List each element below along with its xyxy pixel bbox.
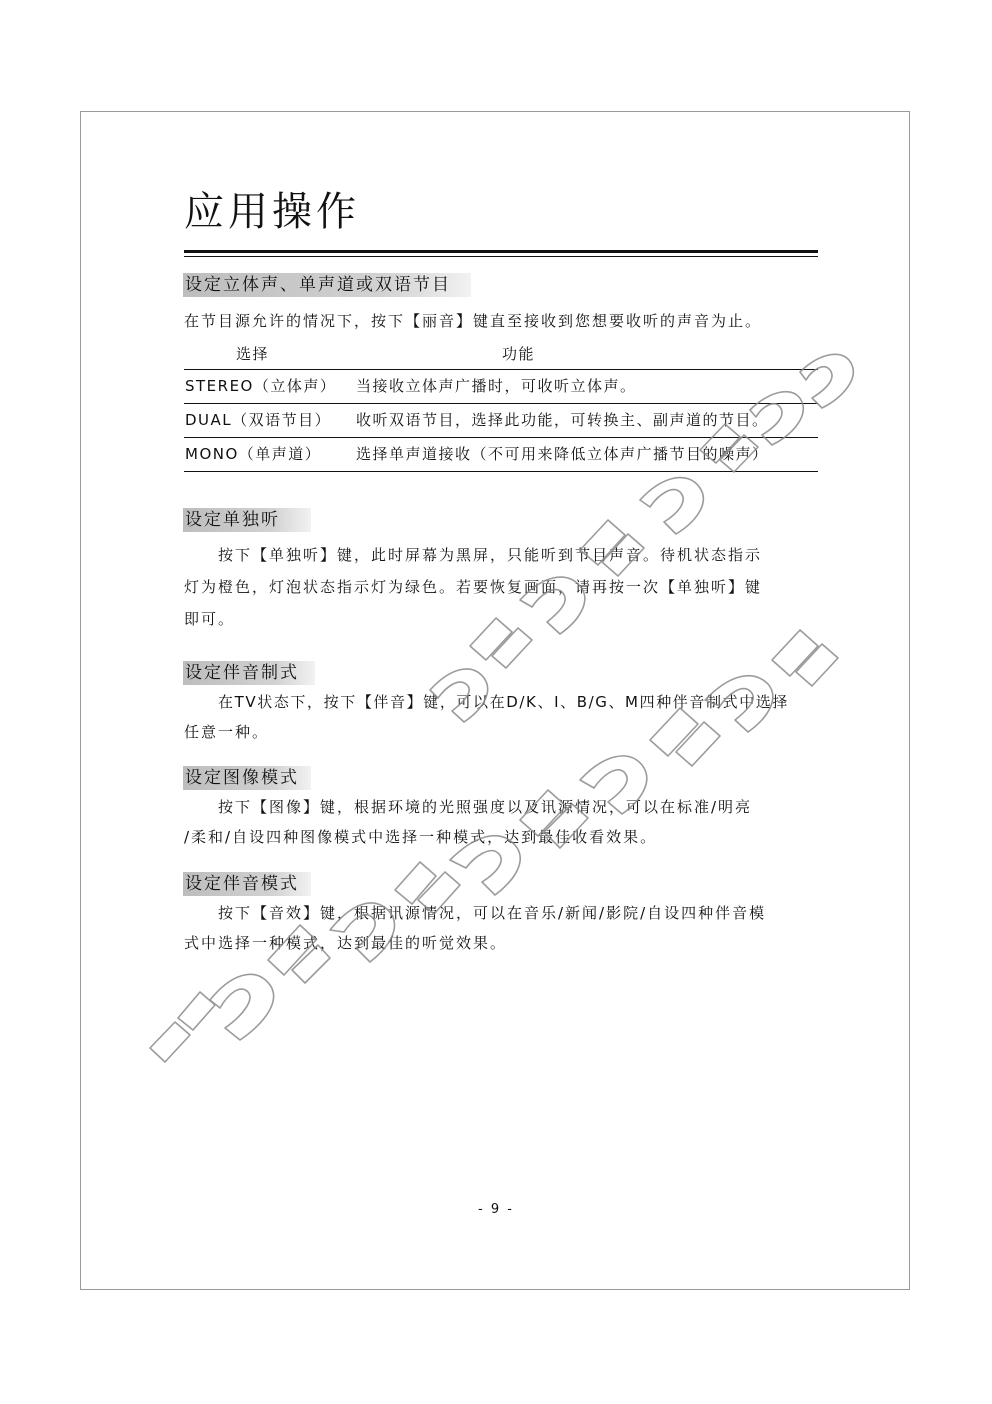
section-heading-picture-mode: 设定图像模式 [183,766,311,790]
section-picture-mode-body [184,792,824,852]
paragraph-line: 任意一种。 [184,723,270,741]
paragraph-line: 灯为橙色，灯泡状态指示灯为绿色。若要恢复画面，请再按一次【单独听】键 [184,578,763,596]
table-cell-option: STEREO（立体声） [185,377,337,395]
page-number: - 9 - [478,1202,514,1217]
section-stereo-intro: 在节目源允许的情况下，按下【丽音】键直至接收到您想要收听的声音为止。 [184,312,763,330]
title-rule-thin [184,256,818,257]
table-row [184,370,818,404]
table-cell-option: MONO（单声道） [185,445,322,463]
section-solo-body [184,539,824,635]
table-header-function: 功能 [502,345,536,363]
table-row [184,438,818,472]
table-header-row [184,341,818,370]
table-header-select: 选择 [236,345,270,363]
paragraph-line: 式中选择一种模式，达到最佳的听觉效果。 [184,934,508,952]
section-heading-stereo: 设定立体声、单声道或双语节目 [183,273,471,297]
page-title: 应用操作 [184,189,360,235]
audio-mode-table [184,341,818,472]
paragraph-line: 按下【单独听】键，此时屏幕为黑屏，只能听到节目声音。待机状态指示 [218,546,763,564]
table-row [184,404,818,438]
section-sound-mode-body [184,898,824,958]
paragraph-line: 在TV状态下，按下【伴音】键，可以在D/K、I、B/G、M四种伴音制式中选择 [218,693,790,711]
section-heading-sound-system: 设定伴音制式 [183,661,315,685]
section-sound-system-body [184,687,824,747]
table-cell-function: 当接收立体声广播时，可收听立体声。 [356,377,637,395]
section-heading-solo: 设定单独听 [183,508,311,532]
paragraph-line: 按下【图像】键，根据环境的光照强度以及讯源情况，可以在标准/明亮 [218,798,753,816]
section-heading-sound-mode: 设定伴音模式 [183,872,311,896]
paragraph-line: /柔和/自设四种图像模式中选择一种模式，达到最佳收看效果。 [184,828,658,846]
paragraph-line: 按下【音效】键，根据讯源情况，可以在音乐/新闻/影院/自设四种伴音模 [218,904,767,922]
table-cell-function: 选择单声道接收（不可用来降低立体声广播节目的噪声） [356,445,769,463]
paragraph-line: 即可。 [184,610,236,628]
table-cell-function: 收听双语节目，选择此功能，可转换主、副声道的节目。 [356,411,769,429]
title-rule-thick [184,250,818,253]
table-cell-option: DUAL（双语节目） [185,411,332,429]
